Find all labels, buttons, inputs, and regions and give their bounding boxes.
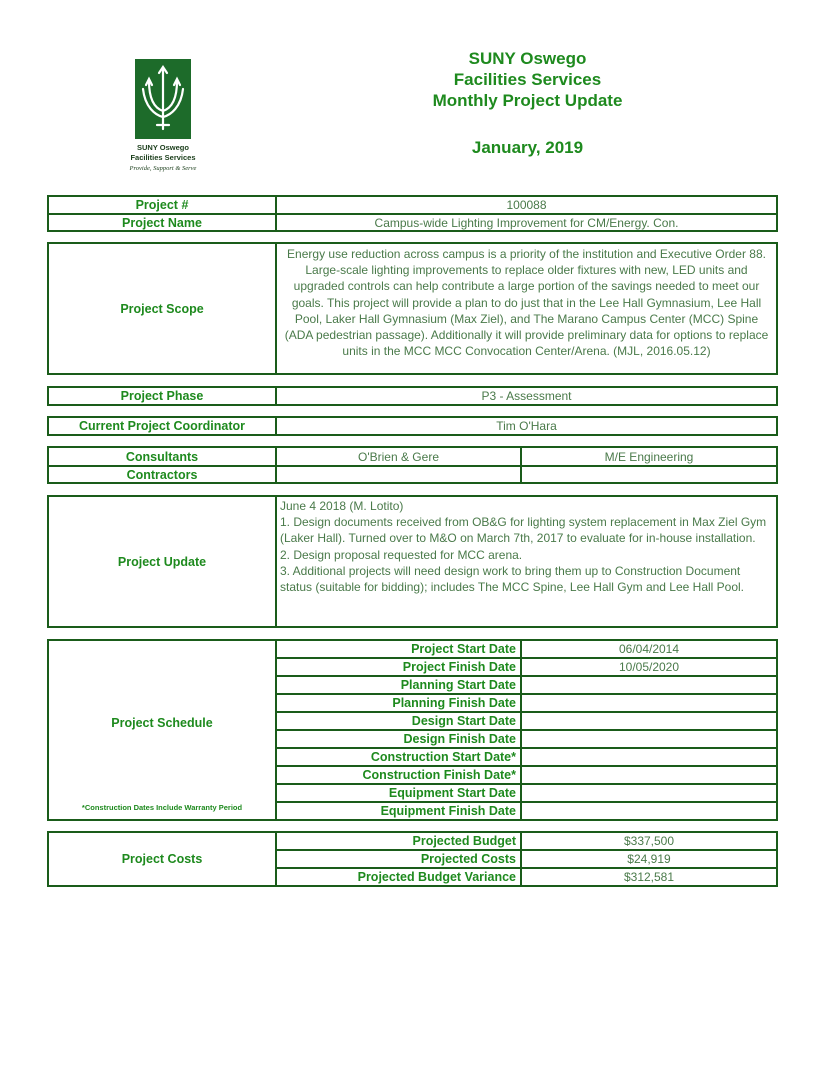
contractors-label: Contractors xyxy=(126,467,198,482)
cost-row-value: $24,919 xyxy=(627,852,671,866)
trident-icon xyxy=(135,59,191,139)
schedule-row-value: 10/05/2020 xyxy=(618,660,680,674)
schedule-row-label: Equipment Start Date xyxy=(388,786,516,800)
header-line-3: Monthly Project Update xyxy=(432,91,623,110)
project-number-value: 100088 xyxy=(506,198,547,212)
logo-caption-1: SUNY Oswego xyxy=(137,143,189,152)
project-name-value: Campus-wide Lighting Improvement for CM/Energy. Con. xyxy=(374,215,679,230)
cost-row-label: Projected Budget Variance xyxy=(357,870,516,884)
coordinator-value: Tim O'Hara xyxy=(496,419,557,433)
project-update-text xyxy=(280,498,772,595)
project-costs-label: Project Costs xyxy=(121,852,203,866)
project-schedule-table xyxy=(47,639,778,821)
schedule-row-value xyxy=(522,785,776,801)
project-update-table xyxy=(47,495,778,628)
report-date: January, 2019 xyxy=(471,138,584,157)
coordinator-label: Current Project Coordinator xyxy=(79,419,245,433)
schedule-row-value xyxy=(522,749,776,765)
project-costs-table xyxy=(47,831,778,887)
header-line-1: SUNY Oswego xyxy=(468,49,587,68)
project-name-label: Project Name xyxy=(122,215,202,230)
project-number-label: Project # xyxy=(135,198,189,212)
project-phase-label: Project Phase xyxy=(120,389,204,403)
schedule-row-value: 06/04/2014 xyxy=(618,642,680,656)
cost-row-label: Projected Costs xyxy=(420,852,516,866)
schedule-row-value xyxy=(522,695,776,711)
schedule-row-label: Equipment Finish Date xyxy=(380,804,516,818)
project-id-table xyxy=(47,195,778,232)
schedule-row-value xyxy=(522,677,776,693)
project-update-label: Project Update xyxy=(117,554,207,569)
project-scope-label: Project Scope xyxy=(120,301,204,316)
consultant-1: O'Brien & Gere xyxy=(358,449,439,464)
suny-oswego-logo xyxy=(135,59,191,139)
header-line-2: Facilities Services xyxy=(453,70,602,89)
cost-row-label: Projected Budget xyxy=(412,834,516,848)
schedule-row-label: Construction Start Date* xyxy=(370,750,516,764)
consultants-table xyxy=(47,446,778,484)
schedule-row-label: Project Finish Date xyxy=(402,660,516,674)
schedule-row-value xyxy=(522,767,776,783)
logo-tagline: Provide, Support & Serve xyxy=(129,165,197,172)
project-scope-table xyxy=(47,242,778,375)
construction-note: *Construction Dates Include Warranty Period xyxy=(81,803,243,812)
schedule-row-label: Project Start Date xyxy=(411,642,516,656)
coordinator-table xyxy=(47,416,778,436)
schedule-row-label: Design Finish Date xyxy=(403,732,516,746)
consultants-label: Consultants xyxy=(125,449,199,464)
schedule-rows xyxy=(277,641,776,819)
schedule-row-label: Planning Finish Date xyxy=(392,696,516,710)
costs-rows xyxy=(277,833,776,885)
schedule-row-value xyxy=(522,731,776,747)
update-line: June 4 2018 (M. Lotito) xyxy=(280,499,404,513)
schedule-row-value xyxy=(522,803,776,819)
update-line: 2. Design proposal requested for MCC arena. xyxy=(280,547,523,562)
consultant-2: M/E Engineering xyxy=(604,449,694,464)
project-phase-value: P3 - Assessment xyxy=(481,389,572,403)
project-phase-table xyxy=(47,386,778,406)
logo-caption-2: Facilities Services xyxy=(130,153,196,162)
cost-row-value: $337,500 xyxy=(623,834,675,848)
schedule-row-label: Construction Finish Date* xyxy=(362,768,516,782)
project-schedule-label: Project Schedule xyxy=(111,716,213,730)
update-line: 3. Additional projects will need design work to bring them up to Construction Document status (suitable for bidding); includes The MCC Spine, Lee Hall Gym and Lee Hall Pool. xyxy=(280,563,745,595)
schedule-row-value xyxy=(522,713,776,729)
schedule-row-label: Planning Start Date xyxy=(400,678,516,692)
cost-row-value: $312,581 xyxy=(623,870,675,884)
update-line: 1. Design documents received from OB&G for lighting system replacement in Max Ziel Gym (Laker Hall). Turned over to M&O on March 7th, 2017 to evaluate for in-house installation. xyxy=(280,515,767,546)
schedule-row-label: Design Start Date xyxy=(411,714,516,728)
project-scope-text: Energy use reduction across campus is a priority of the institution and Executive Order 88. Large-scale lighting improvements to replace older fixtures with new, LED units and upgraded controls can help contribute a large portion of the savings needed to meet our goals. This project will provide a plan to do just that in the Lee Hall Gymnasium, Lee Hall Pool, Laker Hall Gymnasium (Max Ziel), and The Marano Campus Center (MCC) Spine (ADA pedestrian passage). Additionally it will provide preliminary data for options to replace units in the MCC MCC Convocation Center/Arena. (MJL, 2016.05.12) xyxy=(284,247,769,359)
